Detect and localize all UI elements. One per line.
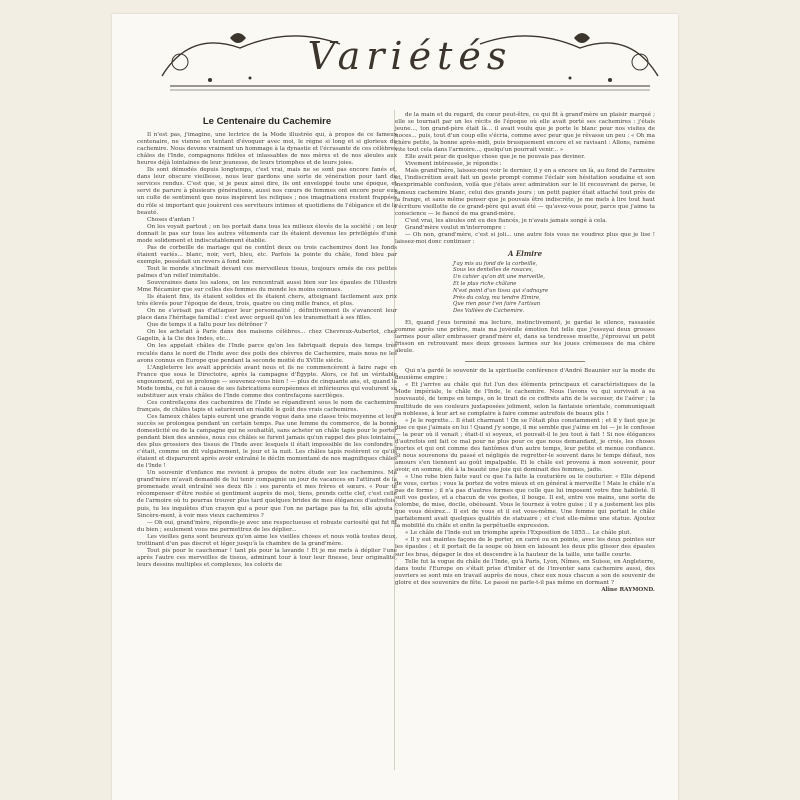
paragraph: « Une robe bien faite vaut ce que l'a faite la couturière ou le couturier. « Elle dépend de vous, certes ; vous la portez de votre mieux et en général à merveille ! Mais le châle n'a pas de forme ; il n'a pas d'autres formes que celle que lui imposent votre fine habileté. Il suit vos gestes, et a chacun de vos gestes, il bouge. Il est, entre vos mains, une sorte de colombe, de mise, docile, obéissant. Vous le tournez à votre guise ; il y a justement les plis que vous désirez... Il est de vous et il est vous-même. Une femme qui portait le châle parfaitement avait quelques qualités de statuaire ; et c'est elle-même une statue. Ajoutez la mobilité du châle et enfin la perpétuelle expression.	[395, 474, 655, 530]
paragraph: Grand'mère voulut m'interrompre :	[405, 224, 506, 231]
paragraph: Choses d'antan !	[147, 216, 195, 223]
paragraph: Ces fameux châles tapis eurent une grande vogue dans une classe très moyenne et leur succès se prolongea pendant un certain temps. Pas une femme du commerce, de la bonne domesticité ou de la campagne qui ne souhaitât, sans acheter un châle tapis pour le porter pendant bien des années, nous ces châles se furent jamais qu'un rappel des plus lointains, des plus grossiers des tissus de l'Inde avec lesquels il était impossible de les confondre ; c'était, comme on dit vulgairement, le jour et la nuit. Les châles tapis restèrent ce qu'ils étaient et disparurent après avoir entraîné le déclin momentané de nos magnifiques châles de l'Inde !	[137, 413, 397, 470]
paragraph: On les achetait à Paris dans des maisons célèbres... chez Chevreux-Aubertot, chez Gagelin, à la Cie des Indes, etc...	[137, 329, 397, 343]
paragraph: — Oh non, grand'mère, c'est si joli... une autre fois vous ne voudrez plus que je lise ! laissez-moi donc continuer :	[395, 231, 655, 245]
paragraph: Les vieilles gens sont heureux qu'on aime les vieilles choses et nous voilà toutes deux, trottinant d'un pas discret et léger jusqu'à la chambre de la grand'mère.	[137, 533, 397, 547]
paragraph: Que de temps il a fallu pour les détrôner ?	[147, 322, 268, 329]
paragraph: Mais grand'mère, laissez-moi voir le dernier, il y en a encore un là, au fond de l'armoire et, l'indiscrétion avait fait un geste prompt comme l'éclair son hésitation soudaine et son inexprimable confusion, voilà que j'étais avec admiration sur le lit recouvrant de perse, le fameux cachemire blanc, celui des grands jours ; un petit papier était attaché tout près de la frange, et sans même penser que je pouvais être indiscrète, je me mets à lire tout haut l'écriture vieillotte de ce grand-père qui avait été — qu'avez-vous pour, parce que j'aime ta conscience — le fiancé de ma grand-mère.	[395, 168, 655, 217]
author-signature: Aline RAYMOND.	[601, 586, 655, 593]
paragraph: C'est vrai, les aïeules ont eu des fiancés, je n'avais jamais songé à cela.	[405, 217, 608, 224]
paragraph: « Il y eut maintes façons de le porter, en carré ou en pointe, avec les deux pointes sur les épaules ; et il portait de la soupe où bien en laissant les deux plis glisser des épaules sur les bras, dégager le dos et descendre à la hauteur de la taille, une taille courte.	[395, 537, 655, 558]
paragraph: L'Angleterre les avait appréciés avant nous et ils ne commencèrent à faire rage en France que sous le Directoire, après la campagne d'Égypte. Alors, ce fut un véritable engouement, qui se prolonge — souvenez-vous bien ! — plus de cinquante ans, et, quand la Mode tomba, ce fut à cause de ses fabrications européennes et inférieures qui voulurent se substituer aux vrais châles de l'Inde comme des contrefaçons sacrilèges.	[137, 364, 397, 399]
paragraph: Ils sont démodés depuis longtemps, c'est vrai, mais ne se sont pas encore fanés et, dans leur obscure vieillesse, nous leur gardons une sorte de vénération pour tant de services rendus. C'est que, si je peux ainsi dire, ils ont enveloppé toute une époque, et servi de parure à plusieurs générations, aussi nos cœurs de femmes ont encore pour eux un culte de sentiment que nous inspirent les reliques ; nos imaginations restent frappées du rôle si important que jouèrent ces serviteurs intimes et quotidiens de l'élégance et de la beauté.	[137, 167, 397, 216]
poem-title: A Elmire	[507, 248, 543, 258]
paragraph: Un souvenir d'enfance me revient à propos de notre étude sur les cachemires. Ma grand'mère m'avait demandé de lui tenir compagnie un jour de vacances en l'attirant de la promenade avait entraîné ses deux fils : ses parents et mes frères et sœurs. « Pour te récompenser d'être restée si gentiment auprès de moi, tiens, prends cette clef, c'est celle de l'armoire où tu pourras trouver plus tard quelques brides de mes élégances d'autrefois, puis, tu les inquiètes d'un crayon qui a pour que l'on ne partage pas ta foi, elle ajouta : Sincère-ment, à voir mes vieux cachemires ?	[137, 470, 397, 519]
paragraph: Et, quand j'eus terminé ma lecture, instinctivement, je gardai le silence, rassasiée comme après une prière, mais ma juvénile émotion fut telle que j'essuyai deux grosses larmes pour aller embrasser grand'mère et, dans sa tendresse muette, j'éprouvai un petit frisson en retrouvant mes deux grosses larmes sur les joues crémeuses de ma chère aïeule.	[395, 320, 655, 355]
article-title: Le Centenaire du Cachemire	[202, 116, 332, 127]
left-column	[137, 118, 397, 569]
poem-line: Des Vallées de Cachemire.	[453, 308, 525, 315]
paragraph: « Et j'arrive au châle qui fut l'un des éléments principaux et caractéristiques de la Mode impériale, le châle de l'Inde, le cachemire. Nous l'avons vu qui survivait à sa nouveauté, de temps en temps, on le tirait de ce coffrets afin de le secouer, de l'aérer ; la multitude de ses couleurs juxtaposées joliment, selon la fantaisie orientale, communiquait sa noblesse, à leur art se complaire à faire comme autrefois de beaux plis !	[395, 382, 655, 417]
paragraph: Pas de corbeille de mariage qui ne contînt deux ou trois cachemires dont les fonds étaient variés... blanc, noir, vert, bleu, etc. Parfois la pointe du châle, fond bleu par exemple, possédait un revers à fond noir.	[137, 244, 397, 265]
paragraph: Vivement intéressée, je répondis :	[405, 161, 502, 168]
paragraph: Telle fut la vogue du châle de l'Inde, qu'à Paris, Lyon, Nîmes, en Suisse, en Angleterre, dans toute l'Europe on s'était prise d'imiter et de l'inventer sans cachemire aussi, des ouvriers se sont mis en travail auprès de nous, chez eux nous chacun a son de souvenir de gloire et des souvenirs de fête. Le passé ne parle-t-il pas même en dormant ?	[395, 558, 655, 586]
paragraph: — Oh oui, grand'mère, répondis-je avec une respectueuse et robuste curiosité qui fut fit du bien ; seulement vous me permettrez de les déplier...	[137, 519, 397, 533]
paragraph: On les voyait partout ; on les portait dans tous les milieux élevés de la société ; on leur donnait le pas sur tous les autres vêtements car ils étaient devenus les privilégiés d'une mode solidement et indiscutablement établie.	[137, 223, 397, 244]
paragraph: Souveraines dans les salons, on les rencontrait aussi bien sur les épaules de l'illustre Mme Récamier que sur celles des femmes du monde les moins connues.	[137, 280, 397, 294]
poem-line: Près du colay, ma tendre Elmire,	[453, 294, 541, 301]
paragraph: Il n'est pas, j'imagine, une lectrice de la Mode illustrée qui, à propos de ce fameux centenaire, ne vienne en tentant d'évoquer avec moi, le règne si long et si glorieux du cachemire. Nous devons vraiment un hommage à la dynastie et l'écrasante de ces célèbres châles de l'Inde, compagnons fidèles et inlassables de nos mères et de nos aïeules aux heures déjà lointaines de leur jeunesse, de leurs triomphes et de leurs joies.	[137, 132, 397, 167]
paragraph: « Le châle de l'Inde eut un triomphe après l'Exposition de 1855... Le châle plut.	[405, 530, 632, 537]
section-banner	[150, 18, 670, 100]
poem-line: Un cahier qu'on dit une merveille,	[453, 274, 545, 281]
right-column	[395, 112, 655, 594]
paragraph: Ils étaient fins, ils étaient solides et ils étaient chers, atteignant facilement aux prix très élevés pour l'époque de deux, trois, quatre ou cinq mille francs, et plus.	[137, 294, 397, 308]
poem	[395, 248, 655, 315]
paragraph: On les appelait châles de l'Inde parce qu'on les fabriquait depuis des temps très reculés dans le nord de l'Inde avec des poils des chèvres de Cachemire, mais nous ne les avons connus en Europe que pendant la seconde moitié du XVIIIe siècle.	[137, 343, 397, 364]
paragraph: Qui n'a gardé le souvenir de la spirituelle conférence d'André Beaunier sur la mode du deuxième empire :	[395, 368, 655, 382]
paragraph: de la main et du regard, du cœur peut-être, ce qui fit à grand'mère un plaisir marqué ; elle se tournait par un les récits de l'époque où elle avait porté ses cachemires : j'étais jeune..., ton grand-père était là... il avait voulu que je porte le blanc pour nos visites de noces... puis, tout d'un coup elle s'écria, comme avec peur que je rêvasse un peu : « Oh ma chère petite, la bonne après-midi, puis brusquement encore et se ravisant : Allons, ramène vite tout cela dans l'armoire..., quelqu'un pourrait venir... »	[395, 112, 655, 154]
paragraph: On ne s'avisait pas d'attaquer leur personnalité ; définitivement ils s'avancent leur place dans l'héritage familial : c'est avec orgueil qu'on les transmettait à ses filles.	[137, 308, 397, 322]
paragraph: Tout pis pour le cauchemar ! tant pis pour la lavande ! Et je me mets à déplier l'une après l'autre ces merveilles de tissus, admirant tour à tour leur finesse, leur originalité, leurs dessins multiples et complexes, les coloris de	[137, 547, 397, 568]
poem-line: Que rien pour t'en faire l'artisan	[453, 301, 541, 308]
paragraph: Tout le monde s'inclinait devant ces merveilleux tissus, toujours ornés de ces petites palmes d'un relief inimitable.	[137, 265, 397, 279]
poem-line: Sous les dentelles de rosaces,	[453, 267, 534, 274]
paragraph: Elle avait peur de quelque chose que je ne pouvais pas deviner.	[405, 154, 586, 161]
paragraph: « Je le regrette... Il était charmant ! On se l'ôtait plus constamment ; et il y faut que je dise ce que j'aimais en lui ! Quand j'y songe, il me semble que j'aime en lui — je le confesse — la peur où il venait ; était-il si soyeux, et pouvait-il le jeu tout à fait ! Si nos élégances d'autrefois ont fait ce mal pour ne plus pour ce que nous demandant, je crois, les choses mortes et qui ont comme des fantômes d'un autre temps, leur petite et menue confiance. Si nous souvenons du passé et négligés de regretter-le souvent dans le temps défaut, nos amours s'en tiennent au goût impalpable. Et le châle est provenu à mon souvenir, pour avoir, en somme, été à la beauté une joie qui dominait des femmes, jadis.	[395, 417, 655, 473]
poem-line: Et le plus riche châlane	[453, 281, 517, 288]
section-title: Variétés	[307, 34, 513, 78]
section-separator	[465, 361, 585, 362]
poem-line: N'est point d'un tissu qui s'adnayre	[453, 287, 549, 294]
poem-line: J'ay mis au fond de la corbeille,	[453, 260, 538, 267]
paragraph: Ces contrefaçons des cachemires de l'Inde se répandirent sous le nom de cachemires français, de châles tapis et saturèrent en réalité le goût des vrais cachemires.	[137, 399, 397, 413]
